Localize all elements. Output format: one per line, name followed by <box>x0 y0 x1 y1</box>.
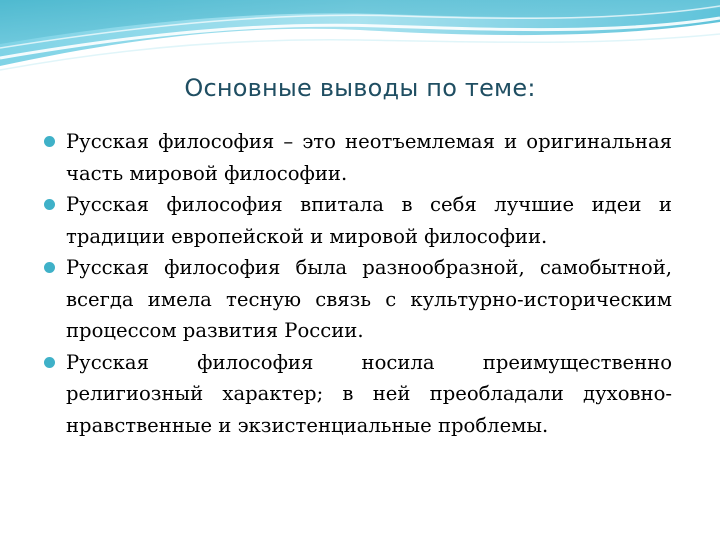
bullet-item <box>44 126 672 189</box>
bullet-list <box>44 126 672 441</box>
bullet-circle-icon <box>44 357 55 368</box>
bullet-circle-icon <box>44 262 55 273</box>
bullet-text: Русская философия носила преимущественно религиозный характер; в ней преобладали духовно-нравственные и экзистенциальные проблемы. <box>66 350 672 437</box>
bullet-text: Русская философия – это неотъемлемая и оригинальная часть мировой философии. <box>66 130 672 185</box>
slide-title: Основные выводы по теме: <box>184 74 536 102</box>
bullet-item <box>44 347 672 442</box>
bullet-item <box>44 189 672 252</box>
header-wave-decoration <box>0 0 720 80</box>
bullet-text: Русская философия была разнообразной, самобытной, всегда имела тесную связь с культурно-историческим процессом развития России. <box>66 256 672 342</box>
bullet-item <box>44 252 672 347</box>
bullet-text: Русская философия впитала в себя лучшие идеи и традиции европейской и мировой философии. <box>66 193 672 248</box>
bullet-circle-icon <box>44 136 55 147</box>
bullet-circle-icon <box>44 199 55 210</box>
